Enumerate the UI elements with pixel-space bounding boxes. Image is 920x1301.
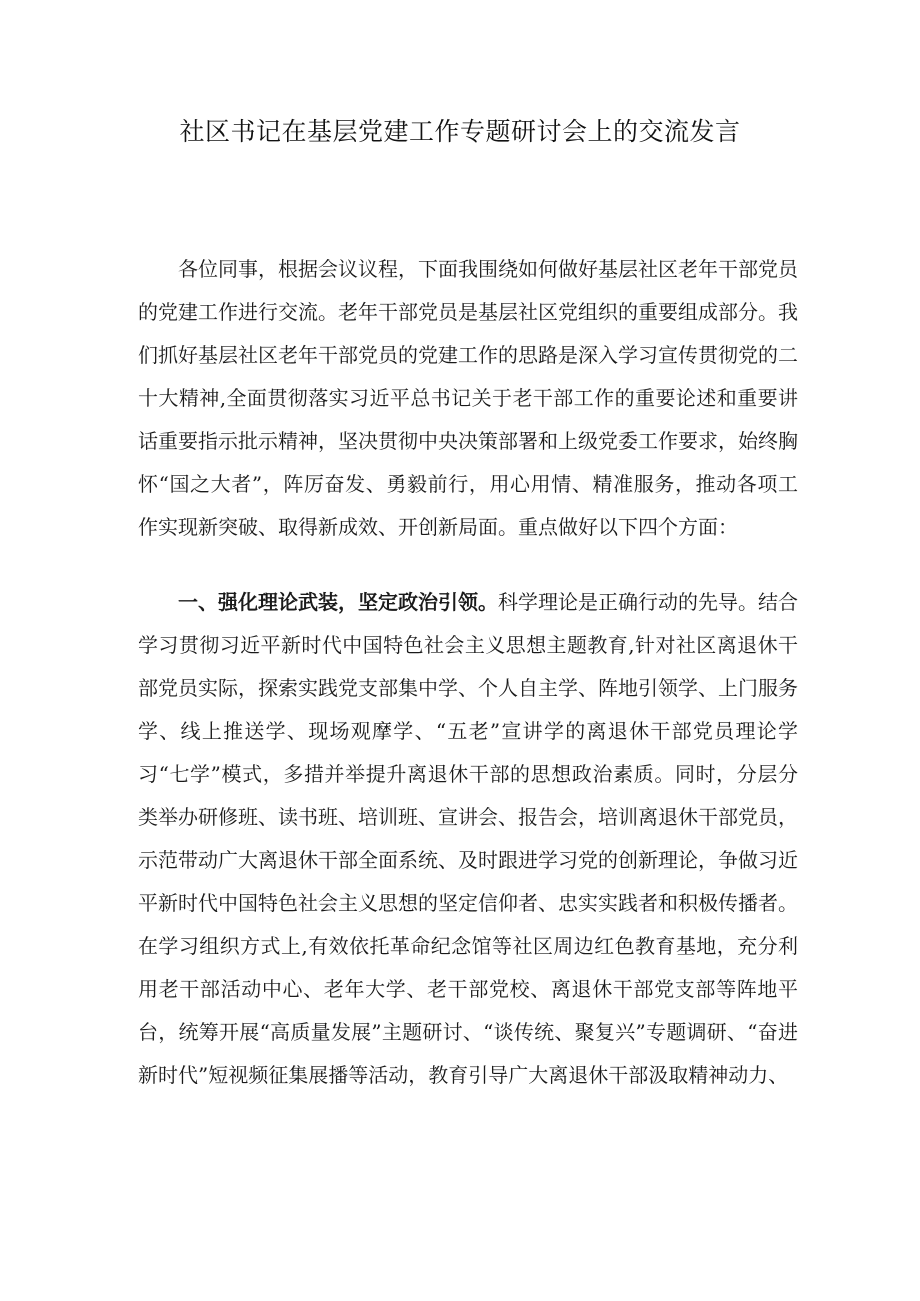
document-title: 社区书记在基层党建工作专题研讨会上的交流发言 (179, 117, 741, 146)
section-one-heading: 一、强化理论武装，坚定政治引领。 (178, 590, 498, 614)
paragraph-intro-text: 各位同事，根据会议议程，下面我围绕如何做好基层社区老年干部党员的党建工作进行交流。老年干部党员是基层社区党组织的重要组成部分。我们抓好基层社区老年干部党员的党建工作的思路是深入学习宣传贯彻党的二十大精神,全面贯彻落实习近平总书记关于老干部工作的重要论述和重要讲话重要指示批示精神，坚决贯彻中央决策部署和上级党委工作要求，始终胸怀“国之大者”，阵厉奋发、勇毅前行，用心用情、精准服务，推动各项工作实现新突破、取得新成效、开创新局面。重点做好以下四个方面： (138, 257, 798, 539)
document-body (138, 248, 798, 1097)
section-one-text: 科学理论是正确行动的先导。结合学习贯彻习近平新时代中国特色社会主义思想主题教育,针对社区离退休干部党员实际，探索实践党支部集中学、个人自主学、阵地引领学、上门服务学、线上推送学、现场观摩学、“五老”宣讲学的离退休干部党员理论学习“七学”模式，多措并举提升离退休干部的思想政治素质。同时，分层分类举办研修班、读书班、培训班、宣讲会、报告会，培训离退休干部党员，示范带动广大离退休干部全面系统、及时跟进学习党的创新理论，争做习近平新时代中国特色社会主义思想的坚定信仰者、忠实实践者和积极传播者。在学习组织方式上,有效依托革命纪念馆等社区周边红色教育基地，充分利用老干部活动中心、老年大学、老干部党校、离退休干部党支部等阵地平台，统筹开展“高质量发展”主题研讨、“谈传统、聚复兴”专题调研、“奋进新时代”短视频征集展播等活动，教育引导广大离退休干部汲取精神动力、 (138, 590, 798, 1087)
paragraph-intro (138, 248, 798, 549)
paragraph-section-one (138, 581, 798, 1097)
